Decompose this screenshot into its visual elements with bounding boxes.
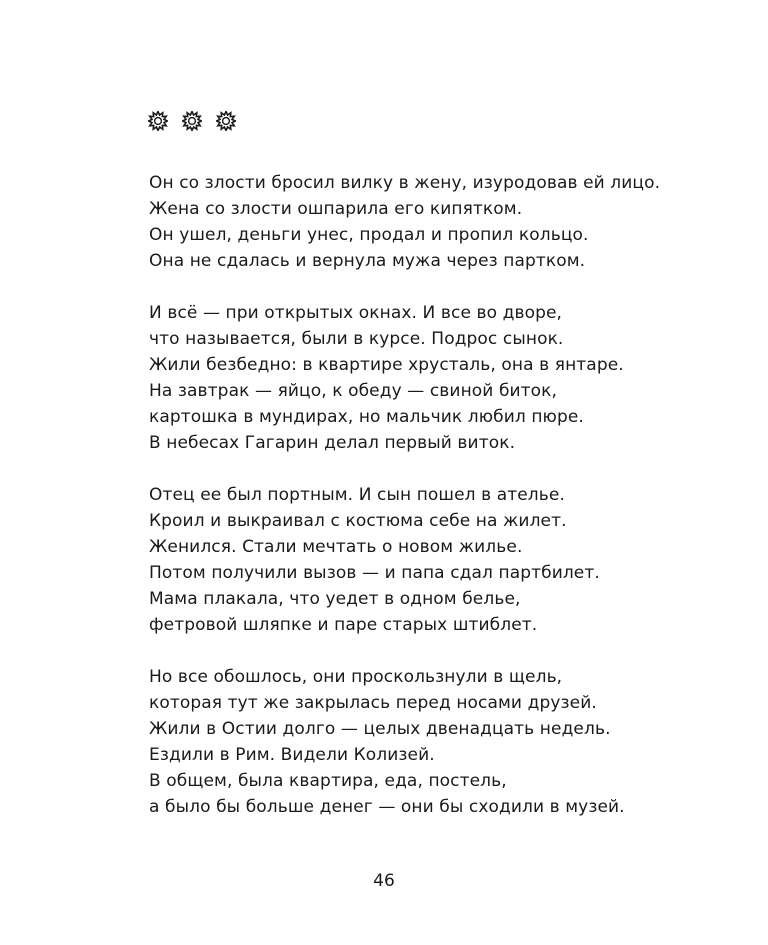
poem-line: Он ушел, деньги унес, продал и пропил кольцо. [149, 225, 589, 245]
stanza [149, 664, 749, 820]
stanza [149, 170, 749, 274]
stanza [149, 482, 749, 638]
poem-line: Ездили в Рим. Видели Колизей. [149, 745, 435, 765]
poem-line: фетровой шляпке и паре старых штиблет. [149, 615, 538, 635]
poem-line: Жили в Остии долго — целых двенадцать недель. [149, 719, 611, 739]
star-burst-icon [182, 111, 202, 131]
poem-body [149, 170, 749, 846]
poem-line: Потом получили вызов — и папа сдал партбилет. [149, 563, 600, 583]
page-number: 46 [373, 871, 395, 891]
poem-line: В небесах Гагарин делал первый виток. [149, 433, 516, 453]
poem-line: Мама плакала, что уедет в одном белье, [149, 589, 521, 609]
poem-line: что называется, были в курсе. Подрос сынок. [149, 329, 564, 349]
stanza [149, 300, 749, 456]
poem-line: Женился. Стали мечтать о новом жилье. [149, 537, 523, 557]
poem-line: которая тут же закрылась перед носами друзей. [149, 693, 597, 713]
poem-line: а было бы больше денег — они бы сходили в музей. [149, 797, 625, 817]
star-burst-icon [148, 111, 168, 131]
poem-line: Отец ее был портным. И сын пошел в ателье. [149, 485, 565, 505]
poem-line: Он со злости бросил вилку в жену, изуродовав ей лицо. [149, 173, 661, 193]
star-burst-icon [216, 111, 236, 131]
section-ornament [148, 111, 236, 131]
poem-line: Жена со злости ошпарила его кипятком. [149, 199, 523, 219]
poem-line: На завтрак — яйцо, к обеду — свиной биток, [149, 381, 558, 401]
poem-line: картошка в мундирах, но мальчик любил пюре. [149, 407, 584, 427]
poem-line: И всё — при открытых окнах. И все во дворе, [149, 303, 563, 323]
poem-line: Она не сдалась и вернула мужа через партком. [149, 251, 586, 271]
poem-line: Кроил и выкраивал с костюма себе на жилет. [149, 511, 567, 531]
poem-line: Жили безбедно: в квартире хрусталь, она в янтаре. [149, 355, 624, 375]
poem-line: Но все обошлось, они проскользнули в щель, [149, 667, 563, 687]
poem-line: В общем, была квартира, еда, постель, [149, 771, 507, 791]
